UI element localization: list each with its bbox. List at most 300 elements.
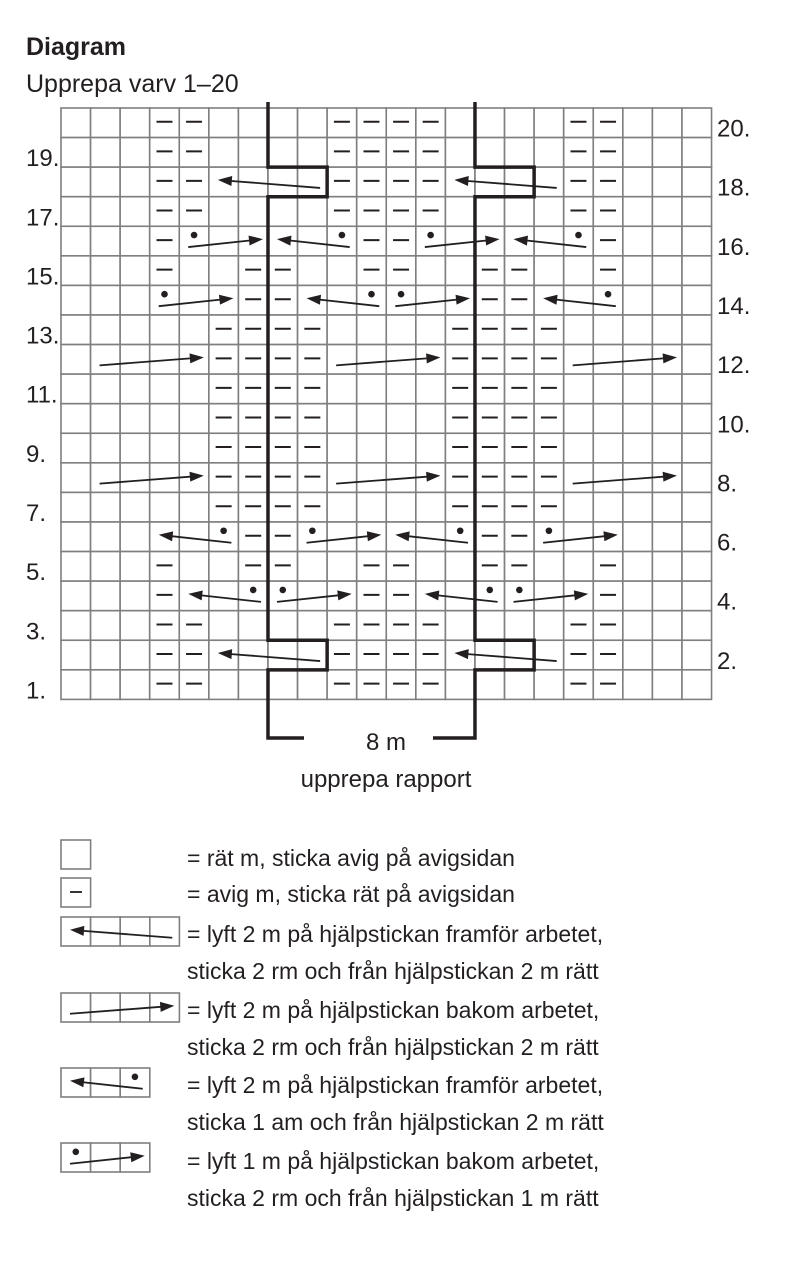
grid-cell: [61, 226, 91, 256]
grid-cell: [564, 138, 594, 168]
grid-cell: [564, 315, 594, 345]
dot-symbol: [427, 232, 434, 239]
grid-cell: [416, 552, 446, 582]
grid-cell: [268, 167, 298, 197]
row-label-right: 4.: [717, 588, 738, 616]
grid-cell: [386, 285, 416, 315]
grid-cell: [61, 167, 91, 197]
row-label-left: 3.: [26, 618, 47, 646]
grid-cell: [238, 670, 268, 700]
dot-symbol: [132, 1073, 139, 1080]
grid-cell: [327, 138, 357, 168]
grid-cell: [445, 108, 475, 138]
grid-cell: [268, 670, 298, 700]
grid-cell: [682, 433, 712, 463]
grid-cell: [445, 138, 475, 168]
grid-cell: [652, 581, 682, 611]
grid-cell: [120, 256, 150, 286]
grid-cell: [327, 640, 357, 670]
row-label-right: 8.: [717, 470, 738, 498]
grid-cell: [505, 404, 535, 434]
grid-cell: [91, 463, 121, 493]
grid-cell: [564, 226, 594, 256]
grid-cell: [61, 670, 91, 700]
grid-cell: [445, 226, 475, 256]
grid-cell: [61, 138, 91, 168]
row-label-right: 14.: [717, 292, 751, 320]
grid-cell: [534, 108, 564, 138]
legend-text: = lyft 1 m på hjälpstickan bakom arbetet,: [187, 1148, 600, 1174]
grid-cell: [652, 433, 682, 463]
legend-text: = avig m, sticka rät på avigsidan: [187, 881, 515, 907]
grid-cell: [623, 197, 653, 227]
grid-cell: [593, 640, 623, 670]
grid-cell: [327, 315, 357, 345]
grid-cell: [357, 315, 387, 345]
dot-symbol: [309, 527, 316, 534]
grid-cell: [475, 404, 505, 434]
grid-cell: [298, 611, 328, 641]
legend-text: = lyft 2 m på hjälpstickan framför arbetet,: [187, 1072, 604, 1098]
grid-cell: [120, 522, 150, 552]
grid-cell: [623, 167, 653, 197]
chart-grid: [61, 102, 712, 738]
grid-cell: [150, 315, 180, 345]
grid-cell: [327, 433, 357, 463]
grid-cell: [120, 463, 150, 493]
grid-cell: [91, 197, 121, 227]
grid-cell: [475, 670, 505, 700]
grid-cell: [682, 611, 712, 641]
grid-cell: [623, 492, 653, 522]
grid-cell: [682, 522, 712, 552]
grid-cell: [61, 581, 91, 611]
grid-cell: [327, 256, 357, 286]
grid-cell: [652, 138, 682, 168]
grid-cell: [682, 552, 712, 582]
grid-cell: [179, 492, 209, 522]
grid-cell: [623, 256, 653, 286]
grid-cell: [682, 167, 712, 197]
legend-item: [61, 840, 515, 871]
row-label-left: 13.: [26, 322, 60, 350]
legend-text: sticka 2 rm och från hjälpstickan 2 m rätt: [187, 1034, 599, 1060]
row-label-right: 6.: [717, 529, 738, 557]
grid-cell: [120, 108, 150, 138]
repeat-caption: upprepa rapport: [300, 766, 472, 793]
grid-cell: [268, 108, 298, 138]
grid-cell: [61, 552, 91, 582]
legend-cell: [91, 993, 121, 1022]
grid-cell: [120, 226, 150, 256]
grid-cell: [357, 138, 387, 168]
grid-cell: [327, 552, 357, 582]
grid-cell: [150, 374, 180, 404]
grid-cell: [120, 167, 150, 197]
grid-cell: [91, 256, 121, 286]
grid-cell: [357, 374, 387, 404]
grid-cell: [298, 404, 328, 434]
dot-symbol: [250, 587, 257, 594]
grid-cell: [61, 492, 91, 522]
grid-cell: [268, 285, 298, 315]
grid-cell: [179, 315, 209, 345]
grid-cell: [209, 256, 239, 286]
grid-cell: [593, 138, 623, 168]
row-label-left: 11.: [26, 381, 58, 409]
grid-cell: [268, 404, 298, 434]
grid-cell: [682, 404, 712, 434]
grid-cell: [505, 640, 535, 670]
grid-cell: [327, 492, 357, 522]
dot-symbol: [220, 527, 227, 534]
row-label-right: 12.: [717, 352, 751, 380]
grid-cell: [623, 640, 653, 670]
grid-cell: [268, 197, 298, 227]
grid-cell: [445, 404, 475, 434]
grid-cell: [120, 670, 150, 700]
row-label-left: 7.: [26, 499, 47, 527]
row-label-left: 17.: [26, 204, 60, 232]
grid-cell: [298, 581, 328, 611]
grid-cell: [445, 197, 475, 227]
grid-cell: [564, 374, 594, 404]
dot-symbol: [279, 587, 286, 594]
grid-cell: [238, 285, 268, 315]
grid-cell: [209, 138, 239, 168]
grid-cell: [150, 138, 180, 168]
grid-cell: [682, 345, 712, 375]
grid-cell: [475, 197, 505, 227]
row-label-right: 20.: [717, 115, 751, 143]
grid-cell: [416, 315, 446, 345]
grid-cell: [91, 581, 121, 611]
legend-cell: [91, 1143, 121, 1172]
grid-cell: [593, 315, 623, 345]
diagram-title: Diagram: [26, 33, 127, 61]
grid-cell: [593, 492, 623, 522]
legend-text: sticka 1 am och från hjälpstickan 2 m rätt: [187, 1109, 604, 1135]
grid-cell: [120, 285, 150, 315]
grid-cell: [564, 256, 594, 286]
grid-cell: [61, 433, 91, 463]
row-label-left: 15.: [26, 263, 60, 291]
grid-cell: [475, 138, 505, 168]
dot-symbol: [161, 291, 168, 298]
grid-cell: [386, 404, 416, 434]
grid-cell: [91, 404, 121, 434]
grid-cell: [534, 552, 564, 582]
grid-cell: [445, 670, 475, 700]
grid-cell: [505, 611, 535, 641]
grid-cell: [61, 374, 91, 404]
grid-cell: [652, 108, 682, 138]
grid-cell: [475, 108, 505, 138]
row-label-left: 5.: [26, 559, 47, 587]
grid-cell: [534, 581, 564, 611]
grid-cell: [61, 256, 91, 286]
grid-cell: [179, 404, 209, 434]
dot-symbol: [339, 232, 346, 239]
grid-cell: [91, 433, 121, 463]
grid-cell: [682, 197, 712, 227]
grid-cell: [534, 197, 564, 227]
grid-cell: [209, 197, 239, 227]
grid-cell: [475, 611, 505, 641]
grid-cell: [120, 345, 150, 375]
grid-cell: [416, 433, 446, 463]
legend-text: sticka 2 rm och från hjälpstickan 1 m rätt: [187, 1185, 599, 1211]
grid-cell: [268, 611, 298, 641]
grid-cell: [564, 492, 594, 522]
grid-cell: [416, 226, 446, 256]
grid-cell: [652, 522, 682, 552]
grid-cell: [327, 404, 357, 434]
grid-cell: [652, 552, 682, 582]
grid-cell: [209, 522, 239, 552]
grid-cell: [386, 492, 416, 522]
grid-cell: [298, 197, 328, 227]
legend-item: [61, 917, 603, 984]
grid-cell: [61, 611, 91, 641]
grid-cell: [238, 611, 268, 641]
grid-cell: [209, 108, 239, 138]
grid-cell: [652, 285, 682, 315]
grid-cell: [327, 345, 357, 375]
grid-cell: [120, 374, 150, 404]
grid-cell: [91, 670, 121, 700]
grid-cell: [150, 492, 180, 522]
grid-cell: [416, 492, 446, 522]
grid-cell: [91, 640, 121, 670]
grid-cell: [209, 611, 239, 641]
grid-cell: [357, 285, 387, 315]
grid-cell: [652, 492, 682, 522]
grid-cell: [682, 226, 712, 256]
grid-cell: [416, 285, 446, 315]
grid-cell: [91, 374, 121, 404]
grid-cell: [534, 167, 564, 197]
grid-cell: [445, 522, 475, 552]
dot-symbol: [605, 291, 612, 298]
dot-symbol: [486, 587, 493, 594]
grid-cell: [327, 226, 357, 256]
grid-cell: [91, 492, 121, 522]
row-label-right: 18.: [717, 174, 751, 202]
grid-cell: [357, 492, 387, 522]
grid-cell: [91, 138, 121, 168]
grid-cell: [623, 285, 653, 315]
grid-cell: [238, 138, 268, 168]
legend-item: [61, 993, 599, 1060]
grid-cell: [61, 197, 91, 227]
grid-cell: [534, 138, 564, 168]
grid-cell: [298, 256, 328, 286]
grid-cell: [623, 522, 653, 552]
grid-cell: [238, 581, 268, 611]
grid-cell: [386, 433, 416, 463]
grid-cell: [682, 138, 712, 168]
grid-cell: [268, 581, 298, 611]
grid-cell: [682, 581, 712, 611]
grid-cell: [652, 404, 682, 434]
grid-cell: [652, 611, 682, 641]
grid-cell: [91, 108, 121, 138]
grid-cell: [652, 315, 682, 345]
grid-cell: [209, 670, 239, 700]
grid-cell: [623, 581, 653, 611]
grid-cell: [179, 552, 209, 582]
legend-item: [61, 1143, 599, 1211]
grid-cell: [623, 226, 653, 256]
dot-symbol: [72, 1148, 79, 1155]
grid-cell: [682, 374, 712, 404]
legend-cell: [91, 1068, 121, 1097]
grid-cell: [298, 670, 328, 700]
row-label-left: 9.: [26, 440, 47, 468]
grid-cell: [357, 345, 387, 375]
grid-cell: [91, 285, 121, 315]
grid-cell: [179, 374, 209, 404]
grid-cell: [120, 197, 150, 227]
dot-symbol: [398, 291, 405, 298]
grid-cell: [238, 404, 268, 434]
grid-cell: [179, 285, 209, 315]
grid-cell: [91, 167, 121, 197]
grid-cell: [120, 611, 150, 641]
grid-cell: [652, 374, 682, 404]
grid-cell: [505, 167, 535, 197]
row-label-right: 16.: [717, 233, 751, 261]
grid-cell: [179, 138, 209, 168]
grid-cell: [327, 522, 357, 552]
dot-symbol: [546, 527, 553, 534]
grid-cell: [120, 581, 150, 611]
repeat-label: 8 m: [365, 729, 407, 756]
grid-cell: [564, 345, 594, 375]
grid-cell: [91, 226, 121, 256]
dot-symbol: [516, 587, 523, 594]
grid-cell: [386, 640, 416, 670]
grid-cell: [475, 285, 505, 315]
grid-cell: [357, 640, 387, 670]
dot-symbol: [368, 291, 375, 298]
grid-cell: [327, 463, 357, 493]
grid-cell: [327, 374, 357, 404]
grid-cell: [593, 433, 623, 463]
grid-cell: [120, 640, 150, 670]
legend-text: = lyft 2 m på hjälpstickan bakom arbetet,: [187, 997, 600, 1023]
grid-cell: [416, 138, 446, 168]
grid-cell: [91, 345, 121, 375]
legend-cell: [120, 917, 150, 946]
grid-cell: [61, 285, 91, 315]
grid-cell: [357, 404, 387, 434]
grid-cell: [61, 463, 91, 493]
grid-cell: [593, 374, 623, 404]
grid-cell: [91, 522, 121, 552]
grid-cell: [179, 640, 209, 670]
grid-cell: [91, 552, 121, 582]
grid-cell: [209, 552, 239, 582]
grid-cell: [682, 670, 712, 700]
grid-cell: [150, 404, 180, 434]
grid-cell: [61, 315, 91, 345]
grid-cell: [623, 138, 653, 168]
row-label-left: 19.: [26, 145, 60, 173]
grid-cell: [593, 404, 623, 434]
grid-cell: [386, 374, 416, 404]
grid-cell: [150, 433, 180, 463]
grid-cell: [682, 108, 712, 138]
grid-cell: [564, 404, 594, 434]
grid-cell: [91, 611, 121, 641]
grid-cell: [623, 611, 653, 641]
grid-cell: [298, 138, 328, 168]
grid-cell: [564, 463, 594, 493]
grid-cell: [593, 463, 623, 493]
grid-cell: [386, 315, 416, 345]
grid-cell: [209, 226, 239, 256]
grid-cell: [150, 285, 180, 315]
grid-cell: [416, 640, 446, 670]
grid-cell: [179, 256, 209, 286]
grid-cell: [61, 522, 91, 552]
grid-cell: [623, 374, 653, 404]
grid-cell: [623, 670, 653, 700]
grid-cell: [623, 404, 653, 434]
grid-cell: [120, 404, 150, 434]
legend-cell: [61, 1143, 91, 1172]
grid-cell: [179, 226, 209, 256]
grid-cell: [298, 552, 328, 582]
grid-cell: [61, 345, 91, 375]
grid-cell: [61, 108, 91, 138]
grid-cell: [120, 492, 150, 522]
grid-cell: [534, 670, 564, 700]
grid-cell: [593, 285, 623, 315]
grid-cell: [357, 433, 387, 463]
grid-cell: [416, 256, 446, 286]
row-label-right: 2.: [717, 647, 738, 675]
legend-cell: [120, 1068, 150, 1097]
grid-cell: [652, 256, 682, 286]
legend-text: = lyft 2 m på hjälpstickan framför arbetet,: [187, 921, 604, 947]
grid-cell: [564, 552, 594, 582]
grid-cell: [91, 315, 121, 345]
grid-cell: [357, 463, 387, 493]
row-label-left: 1.: [26, 677, 47, 705]
grid-cell: [238, 108, 268, 138]
grid-cell: [298, 522, 328, 552]
dot-symbol: [575, 232, 582, 239]
grid-cell: [298, 640, 328, 670]
grid-cell: [564, 640, 594, 670]
grid-cell: [120, 138, 150, 168]
grid-cell: [445, 611, 475, 641]
grid-cell: [652, 640, 682, 670]
grid-cell: [505, 285, 535, 315]
grid-cell: [682, 640, 712, 670]
grid-cell: [416, 374, 446, 404]
grid-cell: [623, 315, 653, 345]
grid-cell: [682, 315, 712, 345]
legend: [61, 840, 604, 1211]
grid-cell: [505, 108, 535, 138]
grid-cell: [445, 256, 475, 286]
grid-cell: [534, 522, 564, 552]
row-label-right: 10.: [717, 411, 751, 439]
